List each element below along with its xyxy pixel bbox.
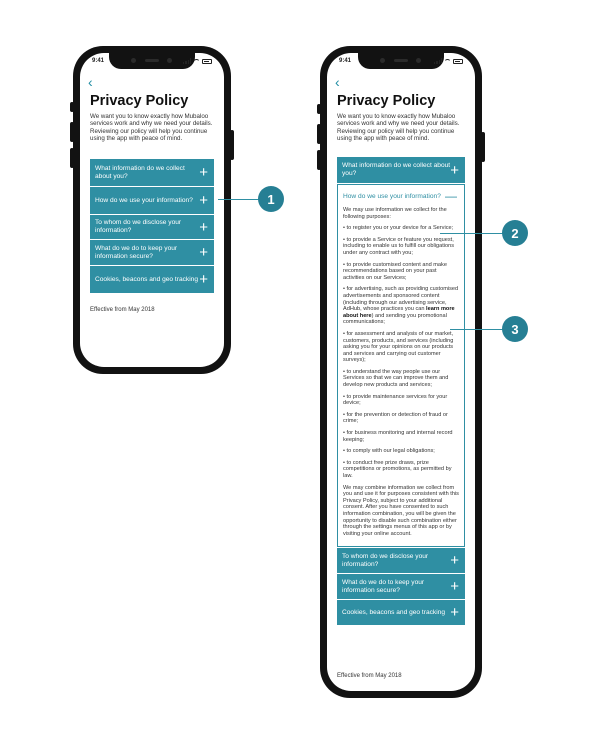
status-bar: [80, 57, 224, 69]
effective-date: Effective from May 2018: [337, 673, 402, 679]
volume-down-button: [317, 150, 321, 170]
accordion-item-cookies[interactable]: [337, 600, 465, 625]
accordion-content: [338, 207, 464, 546]
plus-icon: +: [450, 161, 459, 179]
page-title: Privacy Policy: [337, 93, 436, 109]
accordion: [337, 157, 465, 626]
accordion-item-use-expanded[interactable]: [337, 184, 465, 547]
learn-more-link[interactable]: learn more about here: [343, 306, 455, 319]
accordion-label: To whom do we disclose your information?: [95, 219, 182, 234]
accordion-item-disclose[interactable]: [90, 215, 214, 239]
advertising-text: • for advertising, such as providing customised advertisements and sponsored content (including through our advertising service, AdHub, whose practices you can: [343, 286, 459, 313]
page-title: Privacy Policy: [90, 93, 189, 109]
signal-icon: [183, 58, 191, 64]
content-paragraph: [343, 286, 459, 326]
status-time: 9:41: [92, 58, 105, 64]
accordion-header[interactable]: [338, 185, 464, 207]
phone-screen: [80, 53, 224, 367]
accordion-item-cookies[interactable]: [90, 266, 214, 293]
plus-icon: +: [199, 218, 208, 236]
callout-2: 2: [502, 220, 528, 246]
plus-icon: +: [199, 192, 208, 209]
phone-collapsed: [73, 46, 231, 374]
plus-icon: +: [450, 578, 459, 596]
content-paragraph: • to understand the way people use our Services so that we can improve them and develop new products and services;: [343, 368, 449, 389]
accordion: [90, 159, 214, 294]
content-paragraph: We may combine information we collect from you and use it for purposes consistent with this Privacy Policy, subject to your additional consent. After you have consented to such information combination, you will be given the opportunity to disable such combination either through the settings menus of this app or by visiting your online account.: [343, 484, 459, 537]
accordion-label: What do we do to keep your information secure?: [95, 244, 178, 260]
content-paragraph: • to comply with our legal obligations;: [343, 448, 435, 455]
accordion-label: How do we use your information?: [95, 196, 193, 204]
accordion-label: How do we use your information?: [343, 192, 441, 200]
accordion-item-collect[interactable]: [90, 159, 214, 186]
advertising-text-end: ) and sending you promotional communications;: [343, 312, 447, 326]
signal-icon: [434, 58, 442, 64]
status-bar: [327, 57, 475, 69]
content-paragraph: • to provide a Service or feature you request, including to enable us to fulfill our obligations under any contract with you;: [343, 236, 455, 256]
content-paragraph: • for business monitoring and internal record keeping;: [343, 430, 453, 443]
content-paragraph: We may use information we collect for the following purposes:: [343, 207, 447, 220]
effective-date: Effective from May 2018: [90, 307, 155, 313]
mute-switch: [317, 104, 321, 114]
callout-3-line: [450, 329, 506, 330]
volume-up-button: [70, 122, 74, 142]
intro-text: We want you to know exactly how Mubaloo services work and why we need your details. Reviewing our policy will help you continue using the app with peace of mind.: [337, 113, 460, 143]
power-button: [230, 130, 234, 160]
phone-screen: [327, 53, 475, 691]
wifi-icon: [444, 59, 451, 64]
plus-icon: +: [450, 604, 459, 622]
volume-up-button: [317, 124, 321, 144]
accordion-item-secure[interactable]: [337, 574, 465, 599]
content-paragraph: • to register you or your device for a Service;: [343, 225, 454, 232]
callout-1: 1: [258, 186, 284, 212]
status-time: 9:41: [339, 58, 352, 64]
plus-icon: +: [450, 552, 459, 570]
content-paragraph: • to conduct free prize draws, prize competitions or promotions, as permitted by law.: [343, 459, 452, 479]
accordion-label: What information do we collect about you?: [342, 162, 451, 177]
battery-icon: [453, 59, 463, 64]
back-chevron-icon[interactable]: ‹: [88, 74, 93, 90]
back-chevron-icon[interactable]: ‹: [335, 74, 340, 90]
phone-expanded: [320, 46, 482, 698]
volume-down-button: [70, 148, 74, 168]
wifi-icon: [193, 59, 200, 64]
content-paragraph: • to provide maintenance services for your device;: [343, 393, 448, 407]
mute-switch: [70, 102, 74, 112]
minus-icon: —: [445, 189, 457, 203]
content-paragraph: • to provide customised content and make recommendations based on your past activities on our Services;: [343, 261, 447, 281]
accordion-label: What information do we collect about you?: [95, 164, 185, 180]
accordion-item-collect[interactable]: [337, 157, 465, 183]
plus-icon: +: [199, 244, 208, 261]
content-paragraph: • for the prevention or detection of fraud or crime;: [343, 411, 448, 425]
plus-icon: +: [199, 164, 208, 181]
callout-3: 3: [502, 316, 528, 342]
accordion-item-disclose[interactable]: [337, 548, 465, 573]
accordion-label: What do we do to keep your information secure?: [342, 578, 425, 594]
accordion-item-use[interactable]: [90, 187, 214, 214]
plus-icon: +: [199, 271, 208, 288]
power-button: [481, 132, 485, 162]
accordion-label: Cookies, beacons and geo tracking: [342, 608, 446, 616]
intro-text: We want you to know exactly how Mubaloo services work and why we need your details. Reviewing our policy will help you continue using the app with peace of mind.: [90, 113, 213, 143]
accordion-item-secure[interactable]: [90, 240, 214, 265]
battery-icon: [202, 59, 212, 64]
content-paragraph: • for assessment and analysis of our market, customers, products, and services (including asking you for your opinions on our products and services and carrying out customer surveys);: [343, 330, 454, 364]
accordion-label: To whom do we disclose your information?: [342, 552, 429, 568]
callout-2-line: [440, 233, 506, 234]
accordion-label: Cookies, beacons and geo tracking: [95, 275, 199, 283]
